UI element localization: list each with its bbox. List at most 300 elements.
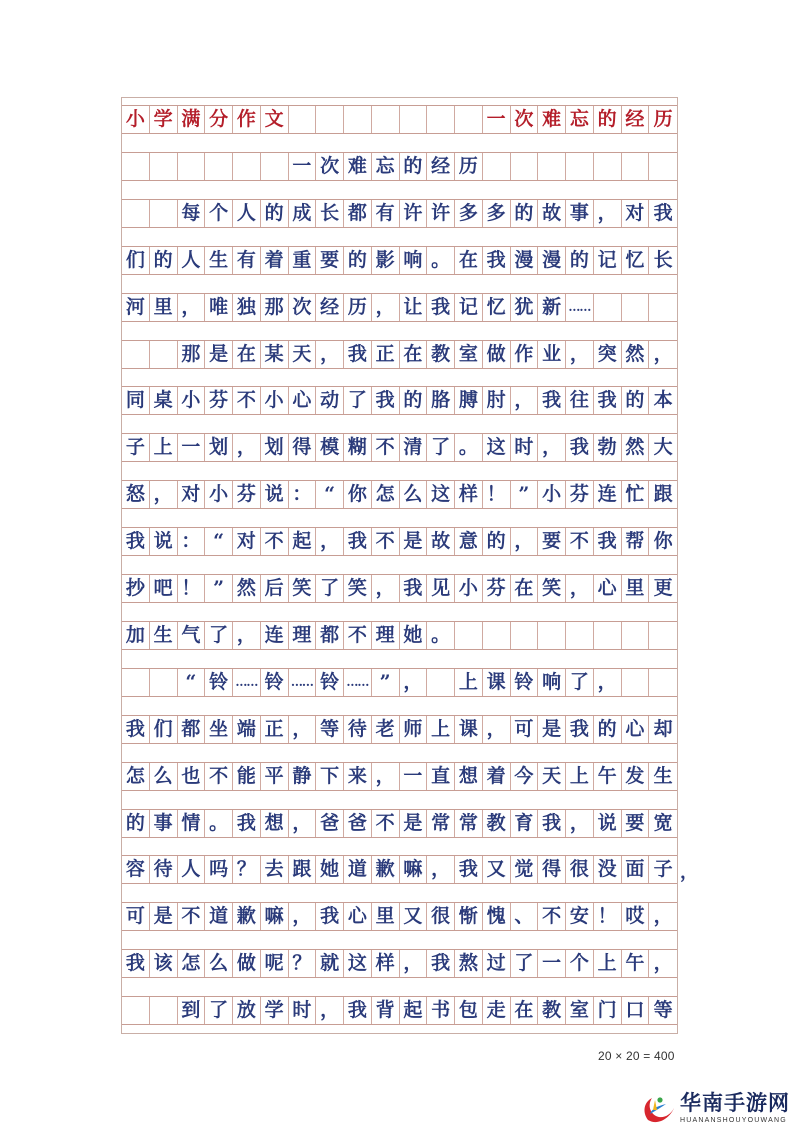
grid-cell: “ xyxy=(178,669,206,696)
grid-cell: 记 xyxy=(455,294,483,321)
grid-cell: 我 xyxy=(455,856,483,883)
grid-cell: 却 xyxy=(653,717,673,740)
grid-cell: 觉 xyxy=(511,856,539,883)
grid-cell: 的 xyxy=(344,247,372,274)
grid-cell: 长 xyxy=(653,248,673,271)
grid-cell: 得 xyxy=(538,856,566,883)
grid-cell: 要 xyxy=(622,810,650,837)
grid-cell xyxy=(289,106,317,133)
grid-cell: 是 xyxy=(538,716,566,743)
text-row xyxy=(122,199,677,228)
grid-cell: 满 xyxy=(178,106,206,133)
grid-cell: 个 xyxy=(205,200,233,227)
grid-cell: 抄 xyxy=(122,575,150,602)
grid-cell: 都 xyxy=(316,622,344,649)
grid-cell: 。 xyxy=(455,434,483,461)
grid-cell xyxy=(205,153,233,180)
grid-cell: 理 xyxy=(372,622,400,649)
text-row xyxy=(122,574,677,603)
grid-cell: 气 xyxy=(178,622,206,649)
grid-cell xyxy=(150,669,178,696)
grid-cell: 是 xyxy=(400,810,428,837)
grid-cell: ， xyxy=(372,575,400,602)
grid-cell: 不 xyxy=(261,528,289,555)
grid-cell: 可 xyxy=(511,716,539,743)
grid-cell: 后 xyxy=(261,575,289,602)
grid-cell: 爸 xyxy=(316,810,344,837)
grid-cell: 每 xyxy=(178,200,206,227)
grid-cell: 要 xyxy=(538,528,566,555)
grid-cell: 包 xyxy=(455,997,483,1024)
grid-cell: 的 xyxy=(400,153,428,180)
grid-cell: 漫 xyxy=(511,247,539,274)
grid-cell: 小 xyxy=(455,575,483,602)
grid-cell xyxy=(150,997,178,1024)
grid-cell: 走 xyxy=(483,997,511,1024)
grid-cell xyxy=(649,669,677,696)
grid-cell: 情 xyxy=(178,810,206,837)
grid-cell: 响 xyxy=(400,247,428,274)
watermark-name-en: HUANANSHOUYOUWANG xyxy=(680,1116,787,1124)
grid-cell: 我 xyxy=(344,341,372,368)
grid-cell xyxy=(122,341,150,368)
grid-cell: 事 xyxy=(566,200,594,227)
grid-cell xyxy=(122,153,150,180)
grid-cell: 不 xyxy=(178,903,206,930)
grid-cell: 说 xyxy=(150,528,178,555)
grid-cell: 故 xyxy=(538,200,566,227)
grid-cell: 然 xyxy=(622,341,650,368)
grid-cell: 往 xyxy=(566,387,594,414)
grid-cell: 对 xyxy=(233,528,261,555)
grid-cell: 么 xyxy=(150,763,178,790)
grid-cell: 课 xyxy=(483,669,511,696)
grid-cell: ， xyxy=(483,716,511,743)
grid-cell: 我 xyxy=(400,575,428,602)
grid-cell: 了 xyxy=(511,950,539,977)
grid-cell: 不 xyxy=(372,434,400,461)
grid-cell: 我 xyxy=(594,387,622,414)
grid-cell: 正 xyxy=(372,341,400,368)
grid-cell: 多 xyxy=(483,200,511,227)
grid-cell: 文 xyxy=(261,106,289,133)
grid-cell xyxy=(649,153,677,180)
grid-cell: 连 xyxy=(594,481,622,508)
grid-cell: ” xyxy=(372,669,400,696)
grid-cell: ， xyxy=(427,856,455,883)
grid-cell: 下 xyxy=(316,763,344,790)
grid-cell: 么 xyxy=(400,481,428,508)
watermark-name-cn: 华南手游网 xyxy=(680,1090,790,1115)
grid-cell: ， xyxy=(400,950,428,977)
grid-cell: 想 xyxy=(261,810,289,837)
grid-cell: 大 xyxy=(653,436,673,459)
grid-cell xyxy=(594,294,622,321)
grid-cell: 嘛 xyxy=(400,856,428,883)
grid-cell: 不 xyxy=(344,622,372,649)
grid-cell: 的 xyxy=(122,810,150,837)
grid-cell: ？ xyxy=(233,856,261,883)
grid-cell: 作 xyxy=(511,341,539,368)
grid-cell: ， xyxy=(653,952,673,975)
grid-cell: 一 xyxy=(538,950,566,977)
grid-cell: 教 xyxy=(427,341,455,368)
grid-cell xyxy=(622,622,650,649)
grid-cell: ， xyxy=(372,763,400,790)
grid-cell: 、 xyxy=(511,903,539,930)
grid-cell: 要 xyxy=(316,247,344,274)
overflow-punctuation: ， xyxy=(680,862,698,884)
grid-cell: 铃 xyxy=(511,669,539,696)
grid-cell xyxy=(261,153,289,180)
watermark-logo xyxy=(640,1088,800,1128)
text-row xyxy=(122,715,677,744)
grid-cell: 呢 xyxy=(261,950,289,977)
grid-cell xyxy=(150,200,178,227)
grid-cell: 跟 xyxy=(653,483,673,506)
grid-cell: 铃 xyxy=(205,669,233,696)
grid-cell: ！ xyxy=(594,903,622,930)
grid-cell: 重 xyxy=(289,247,317,274)
grid-cell: 着 xyxy=(483,763,511,790)
grid-cell: 一 xyxy=(289,153,317,180)
grid-cell: 能 xyxy=(233,763,261,790)
grid-cell: 糊 xyxy=(344,434,372,461)
grid-cell: 常 xyxy=(427,810,455,837)
grid-cell: 难 xyxy=(344,153,372,180)
grid-cell: 容 xyxy=(122,856,150,883)
grid-cell xyxy=(455,622,483,649)
grid-cell: 天 xyxy=(289,341,317,368)
grid-cell: 记 xyxy=(594,247,622,274)
grid-cell: 加 xyxy=(122,622,150,649)
grid-cell: 小 xyxy=(205,481,233,508)
grid-capacity-label: 20 × 20 = 400 xyxy=(598,1049,675,1063)
grid-cell: 放 xyxy=(233,997,261,1024)
grid-cell: ， xyxy=(538,434,566,461)
grid-cell: 心 xyxy=(594,575,622,602)
grid-cell: 心 xyxy=(344,903,372,930)
grid-cell: 划 xyxy=(205,434,233,461)
grid-cell: ， xyxy=(289,810,317,837)
grid-cell: 教 xyxy=(483,810,511,837)
grid-cell: ： xyxy=(178,528,206,555)
grid-cell: 小 xyxy=(538,481,566,508)
grid-cell: 是 xyxy=(150,903,178,930)
grid-cell xyxy=(594,153,622,180)
grid-cell: 。 xyxy=(205,810,233,837)
grid-cell: 不 xyxy=(233,387,261,414)
grid-cell: 意 xyxy=(455,528,483,555)
grid-cell: 了 xyxy=(205,622,233,649)
grid-cell: 了 xyxy=(316,575,344,602)
grid-cell: “ xyxy=(205,528,233,555)
grid-cell: 犹 xyxy=(511,294,539,321)
grid-cell: 长 xyxy=(316,200,344,227)
grid-cell: 上 xyxy=(566,763,594,790)
grid-cell xyxy=(566,153,594,180)
grid-cell: 怎 xyxy=(178,950,206,977)
grid-cell: 芬 xyxy=(233,481,261,508)
grid-cell: 那 xyxy=(178,341,206,368)
grid-cell: 那 xyxy=(261,294,289,321)
grid-cell: 面 xyxy=(622,856,650,883)
grid-cell: ， xyxy=(511,387,539,414)
grid-cell: 一 xyxy=(178,434,206,461)
grid-cell: 没 xyxy=(594,856,622,883)
grid-cell xyxy=(622,294,650,321)
grid-cell: 次 xyxy=(316,153,344,180)
grid-cell: 我 xyxy=(344,528,372,555)
grid-cell: ， xyxy=(372,294,400,321)
grid-cell: 想 xyxy=(455,763,483,790)
grid-cell: ！ xyxy=(178,575,206,602)
grid-cell: ， xyxy=(316,528,344,555)
grid-cell: 肘 xyxy=(483,387,511,414)
grid-cell: ， xyxy=(178,294,206,321)
text-row xyxy=(122,762,677,791)
grid-cell: 的 xyxy=(511,200,539,227)
grid-cell: 事 xyxy=(150,810,178,837)
grid-cell: 漫 xyxy=(538,247,566,274)
grid-cell: 不 xyxy=(566,528,594,555)
grid-cell: 今 xyxy=(511,763,539,790)
grid-cell: 上 xyxy=(150,434,178,461)
grid-cell: ， xyxy=(233,622,261,649)
grid-cell: 的 xyxy=(150,247,178,274)
grid-cell: 人 xyxy=(233,200,261,227)
grid-cell: 心 xyxy=(622,716,650,743)
grid-cell xyxy=(400,106,428,133)
grid-cell: 静 xyxy=(289,763,317,790)
grid-cell xyxy=(622,153,650,180)
grid-cell: 笑 xyxy=(344,575,372,602)
grid-cell: ？ xyxy=(289,950,317,977)
grid-cell: 得 xyxy=(289,434,317,461)
grid-cell: 这 xyxy=(427,481,455,508)
grid-cell: 老 xyxy=(372,716,400,743)
grid-cell: 本 xyxy=(653,389,673,412)
grid-cell: 对 xyxy=(622,200,650,227)
grid-cell: 的 xyxy=(566,247,594,274)
grid-cell: 师 xyxy=(400,716,428,743)
grid-cell: 午 xyxy=(622,950,650,977)
grid-cell: ， xyxy=(316,997,344,1024)
grid-cell: 道 xyxy=(344,856,372,883)
grid-cell: 响 xyxy=(538,669,566,696)
grid-cell: 次 xyxy=(289,294,317,321)
grid-cell: 也 xyxy=(178,763,206,790)
grid-cell: ！ xyxy=(483,481,511,508)
grid-cell xyxy=(566,622,594,649)
grid-cell xyxy=(649,622,677,649)
grid-cell: 平 xyxy=(261,763,289,790)
grid-cell: 有 xyxy=(233,247,261,274)
grid-cell: 发 xyxy=(622,763,650,790)
grid-cell: 来 xyxy=(344,763,372,790)
text-row xyxy=(122,340,677,369)
grid-cell: 。 xyxy=(427,622,455,649)
grid-cell: 的 xyxy=(483,528,511,555)
grid-cell: 里 xyxy=(622,575,650,602)
text-row xyxy=(122,433,677,462)
grid-cell: 人 xyxy=(178,856,206,883)
grid-cell: 我 xyxy=(316,903,344,930)
grid-cell: 做 xyxy=(483,341,511,368)
grid-cell: 业 xyxy=(538,341,566,368)
grid-cell: 忆 xyxy=(622,247,650,274)
grid-cell: 该 xyxy=(150,950,178,977)
grid-cell: 芬 xyxy=(566,481,594,508)
grid-cell: 忙 xyxy=(622,481,650,508)
grid-cell: ， xyxy=(289,903,317,930)
grid-cell xyxy=(372,106,400,133)
grid-cell: 同 xyxy=(122,387,150,414)
grid-cell: 生 xyxy=(653,764,673,787)
grid-cell: 然 xyxy=(622,434,650,461)
grid-cell: 直 xyxy=(427,763,455,790)
grid-cell xyxy=(316,106,344,133)
grid-cell: 我 xyxy=(122,950,150,977)
grid-cell: 可 xyxy=(122,903,150,930)
grid-cell: 。 xyxy=(427,247,455,274)
grid-cell xyxy=(122,669,150,696)
grid-cell: 许 xyxy=(427,200,455,227)
grid-cell: 不 xyxy=(538,903,566,930)
grid-cell: 在 xyxy=(511,997,539,1024)
grid-cell: 不 xyxy=(372,528,400,555)
grid-cell: 惭 xyxy=(455,903,483,930)
grid-cell: 历 xyxy=(455,153,483,180)
grid-cell: 口 xyxy=(622,997,650,1024)
grid-cell: 我 xyxy=(344,997,372,1024)
grid-cell: 独 xyxy=(233,294,261,321)
grid-cell: 作 xyxy=(233,106,261,133)
grid-cell: ， xyxy=(316,341,344,368)
grid-cell: 我 xyxy=(653,201,673,224)
grid-cell: ， xyxy=(566,341,594,368)
grid-cell: 然 xyxy=(233,575,261,602)
grid-cell: 么 xyxy=(205,950,233,977)
grid-cell: 我 xyxy=(122,528,150,555)
grid-cell: 做 xyxy=(233,950,261,977)
grid-cell: 歉 xyxy=(233,903,261,930)
grid-cell: 忘 xyxy=(566,106,594,133)
grid-cell: 帮 xyxy=(622,528,650,555)
grid-cell: 见 xyxy=(427,575,455,602)
grid-cell xyxy=(594,622,622,649)
grid-cell: ， xyxy=(566,810,594,837)
grid-cell: 某 xyxy=(261,341,289,368)
grid-cell: 了 xyxy=(427,434,455,461)
grid-cell: 分 xyxy=(205,106,233,133)
grid-cell: 育 xyxy=(511,810,539,837)
grid-cell: 清 xyxy=(400,434,428,461)
text-row xyxy=(122,621,677,650)
grid-cell: ， xyxy=(233,434,261,461)
grid-cell: 我 xyxy=(233,810,261,837)
grid-cell: 等 xyxy=(316,716,344,743)
grid-cell: 小 xyxy=(261,387,289,414)
grid-cell: 上 xyxy=(455,669,483,696)
grid-cell: 嘛 xyxy=(261,903,289,930)
grid-cell: 又 xyxy=(483,856,511,883)
header-row xyxy=(122,105,677,134)
grid-cell: 哎 xyxy=(622,903,650,930)
grid-cell: 起 xyxy=(289,528,317,555)
text-row xyxy=(122,386,677,415)
grid-cell: 连 xyxy=(261,622,289,649)
grid-cell: ， xyxy=(400,669,428,696)
grid-cell: 历 xyxy=(344,294,372,321)
grid-cell xyxy=(622,669,650,696)
grid-cell xyxy=(538,153,566,180)
grid-cell xyxy=(483,153,511,180)
grid-cell: 熬 xyxy=(455,950,483,977)
grid-cell: …… xyxy=(289,669,317,696)
grid-cell: 成 xyxy=(289,200,317,227)
grid-cell: “ xyxy=(316,481,344,508)
grid-cell: 的 xyxy=(594,716,622,743)
text-row xyxy=(122,480,677,509)
grid-cell: 到 xyxy=(178,997,206,1024)
grid-cell xyxy=(538,622,566,649)
grid-cell: 的 xyxy=(622,387,650,414)
grid-cell: 宽 xyxy=(653,811,673,834)
grid-cell xyxy=(649,294,677,321)
grid-cell: 坐 xyxy=(205,716,233,743)
grid-cell: 的 xyxy=(594,106,622,133)
grid-cell xyxy=(150,341,178,368)
grid-cell xyxy=(455,106,483,133)
grid-cell xyxy=(427,106,455,133)
text-row xyxy=(122,527,677,556)
grid-cell: 笑 xyxy=(538,575,566,602)
grid-cell: 歉 xyxy=(372,856,400,883)
grid-cell: 是 xyxy=(400,528,428,555)
grid-cell: 上 xyxy=(427,716,455,743)
grid-cell: 教 xyxy=(538,997,566,1024)
grid-cell: 不 xyxy=(205,763,233,790)
grid-cell: 爸 xyxy=(344,810,372,837)
grid-cell: 你 xyxy=(344,481,372,508)
text-row xyxy=(122,809,677,838)
grid-cell: ， xyxy=(150,481,178,508)
grid-cell: 在 xyxy=(400,341,428,368)
grid-cell: 铃 xyxy=(316,669,344,696)
grid-cell: ， xyxy=(566,575,594,602)
grid-cell: 经 xyxy=(427,153,455,180)
grid-cell: 很 xyxy=(427,903,455,930)
grid-cell: 子 xyxy=(122,434,150,461)
grid-cell: 让 xyxy=(400,294,428,321)
grid-cell: 河 xyxy=(122,294,150,321)
grid-cell: 又 xyxy=(400,903,428,930)
grid-cell: 我 xyxy=(566,434,594,461)
grid-cell: 怒 xyxy=(122,481,150,508)
grid-cell: …… xyxy=(344,669,372,696)
text-row xyxy=(122,668,677,697)
grid-cell: 的 xyxy=(261,200,289,227)
grid-cell: 有 xyxy=(372,200,400,227)
grid-cell: 我 xyxy=(483,247,511,274)
grid-cell: 个 xyxy=(566,950,594,977)
grid-cell: 是 xyxy=(205,341,233,368)
text-row xyxy=(122,902,677,931)
grid-cell: 里 xyxy=(372,903,400,930)
grid-cell: 书 xyxy=(427,997,455,1024)
grid-cell: 的 xyxy=(400,387,428,414)
